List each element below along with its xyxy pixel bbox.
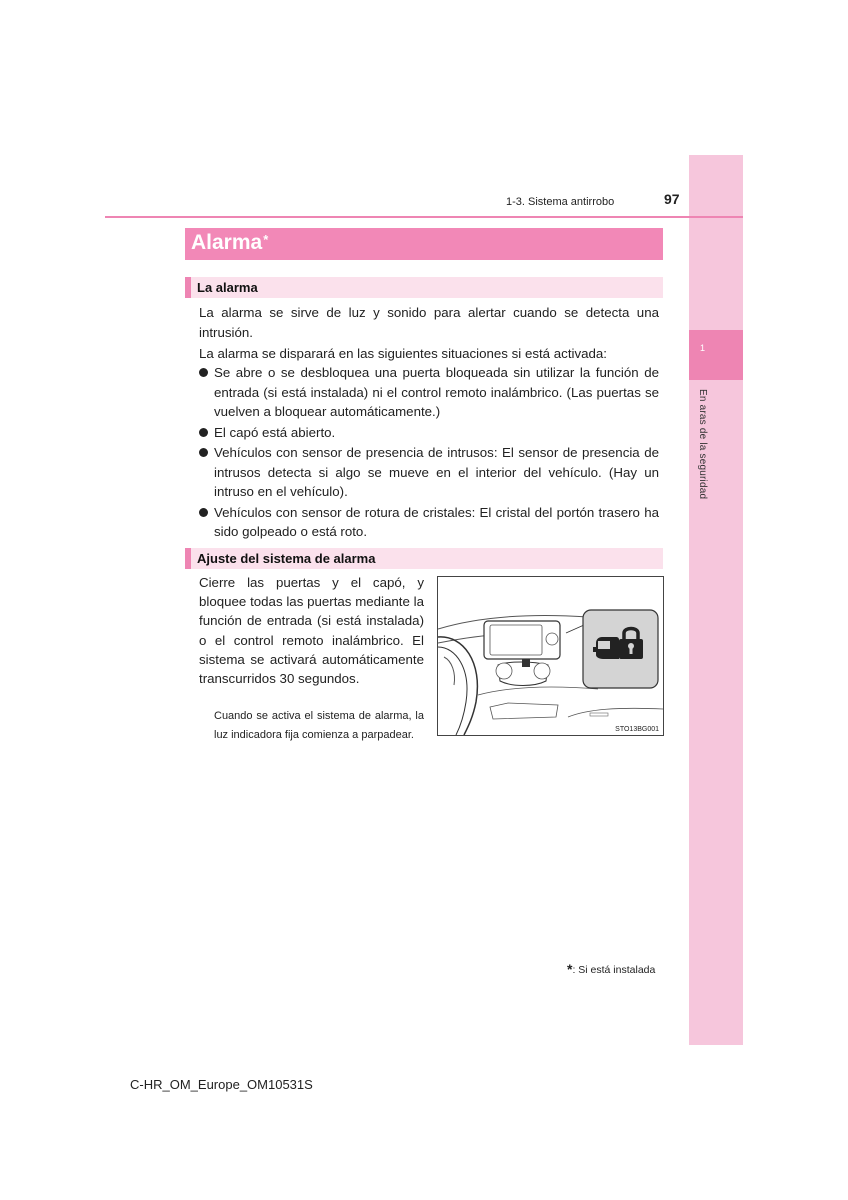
section-heading-alarm-text: La alarma xyxy=(197,280,258,295)
header-divider xyxy=(105,216,743,218)
bullet-icon xyxy=(199,508,208,517)
dashboard-drawing xyxy=(438,577,663,735)
setup-paragraph: Cierre las puertas y el capó, y bloquee todas las puertas mediante la función de entrada (si está instalada) o el control remoto inalámbrico. El sistema se activará automáticamente transcurridos 30 segundos. xyxy=(199,575,424,687)
footnote-text: : Si está instalada xyxy=(572,964,656,976)
document-id: C-HR_OM_Europe_OM10531S xyxy=(130,1077,313,1092)
side-tab-chapter-marker xyxy=(689,330,743,380)
page-title-band xyxy=(185,228,663,260)
page-title-text: Alarma xyxy=(191,231,263,254)
section-heading-setup xyxy=(185,548,663,569)
list-item-text: El capó está abierto. xyxy=(214,424,336,440)
bullet-icon xyxy=(199,448,208,457)
header-section-title: 1-3. Sistema antirrobo xyxy=(506,196,615,208)
section-heading-setup-text: Ajuste del sistema de alarma xyxy=(197,551,376,566)
bullet-icon xyxy=(199,368,208,377)
side-tab-number: 1 xyxy=(700,343,706,353)
list-item xyxy=(199,503,659,542)
list-item-text: Vehículos con sensor de rotura de cristales: El cristal del portón trasero ha sido golpeado o está roto. xyxy=(214,504,659,539)
figure-code: STO13BG001 xyxy=(615,726,659,733)
alarm-lead-paragraph: La alarma se disparará en las siguientes situaciones si está activada: xyxy=(199,346,607,361)
page-number: 97 xyxy=(664,191,680,207)
list-item xyxy=(199,443,659,502)
side-tab xyxy=(689,155,743,1045)
list-item-text: Se abre o se desbloquea una puerta bloqueada sin utilizar la función de entrada (si está instalada) ni el control remoto inalámbrico. (Las puertas se vuelven a bloquear automáticamente.) xyxy=(214,365,659,419)
alarm-trigger-list xyxy=(199,363,659,543)
side-tab-label: En aras de la seguridad xyxy=(697,389,708,500)
bullet-icon xyxy=(199,428,208,437)
list-item xyxy=(199,363,659,422)
footnote xyxy=(567,961,655,977)
setup-note: Cuando se activa el sistema de alarma, la luz indicadora fija comienza a parpadear. xyxy=(214,710,424,741)
list-item-text: Vehículos con sensor de presencia de intrusos: El sensor de presencia de intrusos detecta si algo se mueve en el interior del vehículo. (Hay un intruso en el vehículo). xyxy=(214,445,659,499)
footnote-marker: * xyxy=(567,961,573,977)
section-heading-alarm xyxy=(185,277,663,298)
alarm-intro-paragraph: La alarma se sirve de luz y sonido para alertar cuando se detecta una intrusión. xyxy=(199,305,659,340)
dashboard-illustration xyxy=(437,576,664,736)
list-item xyxy=(199,423,659,443)
page-title xyxy=(191,231,268,255)
installed-option-marker: * xyxy=(263,232,269,247)
